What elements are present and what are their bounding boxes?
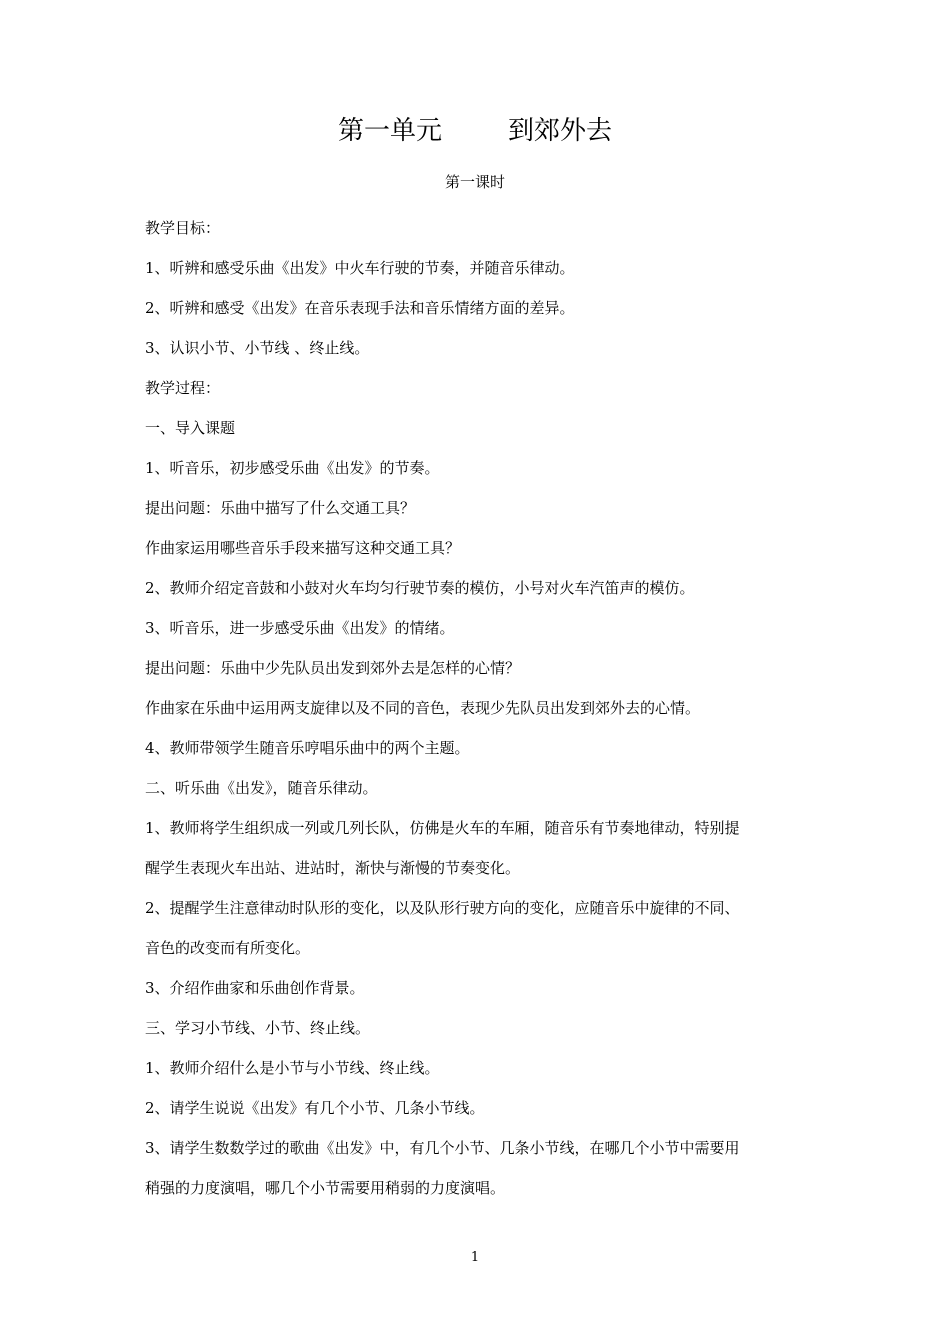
body-line: 稍强的力度演唱，哪几个小节需要用稍弱的力度演唱。 [145, 1179, 506, 1197]
body-line: 3、听音乐，进一步感受乐曲《出发》的情绪。 [145, 619, 455, 637]
body-line: 教学目标： [145, 219, 221, 237]
page-number: 1 [470, 1250, 480, 1265]
body-line: 4、教师带领学生随音乐哼唱乐曲中的两个主题。 [145, 739, 470, 757]
body-line: 提出问题：乐曲中少先队员出发到郊外去是怎样的心情？ [145, 659, 521, 677]
body-line: 2、提醒学生注意律动时队形的变化，以及队形行驶方向的变化，应随音乐中旋律的不同、 [145, 899, 740, 917]
body-line: 3、介绍作曲家和乐曲创作背景。 [145, 979, 365, 997]
body-line: 三、学习小节线、小节、终止线。 [145, 1019, 371, 1037]
body-line: 1、听音乐，初步感受乐曲《出发》的节奏。 [145, 459, 440, 477]
body-line: 提出问题：乐曲中描写了什么交通工具？ [145, 499, 416, 517]
lesson-subtitle: 第一课时 [444, 173, 505, 191]
body-line: 二、听乐曲《出发》，随音乐律动。 [145, 779, 378, 797]
body-line: 醒学生表现火车出站、进站时，渐快与渐慢的节奏变化。 [145, 859, 521, 877]
body-line: 2、听辨和感受《出发》在音乐表现手法和音乐情绪方面的差异。 [145, 299, 575, 317]
body-line: 2、请学生说说《出发》有几个小节、几条小节线。 [145, 1099, 485, 1117]
body-line: 作曲家在乐曲中运用两支旋律以及不同的音色，表现少先队员出发到郊外去的心情。 [145, 699, 701, 717]
body-line: 3、认识小节、小节线 、终止线。 [145, 339, 370, 357]
document-title: 第一单元 到郊外去 [337, 116, 613, 146]
body-line: 3、请学生数数学过的歌曲《出发》中，有几个小节、几条小节线，在哪几个小节中需要用 [145, 1139, 740, 1157]
body-line: 1、教师将学生组织成一列或几列长队，仿佛是火车的车厢，随音乐有节奏地律动，特别提 [145, 819, 740, 837]
body-line: 1、教师介绍什么是小节与小节线、终止线。 [145, 1059, 440, 1077]
body-line: 音色的改变而有所变化。 [145, 939, 311, 957]
body-line: 1、听辨和感受乐曲《出发》中火车行驶的节奏，并随音乐律动。 [145, 259, 575, 277]
body-line: 2、教师介绍定音鼓和小鼓对火车均匀行驶节奏的模仿，小号对火车汽笛声的模仿。 [145, 579, 695, 597]
body-line: 教学过程： [145, 379, 221, 397]
body-line: 一、导入课题 [145, 419, 236, 437]
document-body [145, 208, 810, 1208]
body-line: 作曲家运用哪些音乐手段来描写这种交通工具？ [145, 539, 461, 557]
